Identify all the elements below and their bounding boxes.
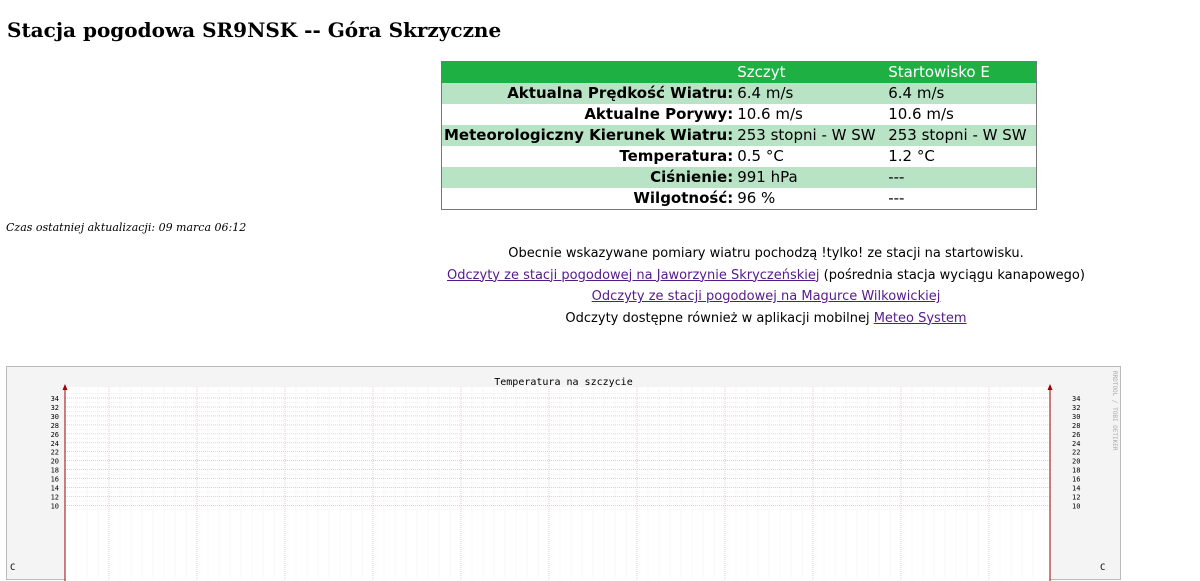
notes-line-2: [216, 265, 1200, 287]
last-update-text: Czas ostatniej aktualizacji: 09 marca 06:12: [6, 221, 247, 234]
cell-szczyt: [735, 146, 886, 167]
table-row-temperature: [442, 146, 1036, 167]
tick-label-right: 30: [1072, 412, 1081, 421]
notes-line-4: [216, 308, 1200, 330]
tick-label-left: 30: [50, 412, 59, 421]
tick-label-left: 18: [50, 466, 59, 475]
tick-label-right: 26: [1072, 430, 1081, 439]
cell-szczyt: 96 %: [737, 189, 776, 207]
notes-line-2-rest: (pośrednia stacja wyciągu kanapowego): [819, 267, 1085, 283]
tick-label-left: 14: [50, 484, 59, 493]
tick-label-right: 12: [1072, 493, 1081, 502]
tick-label-right: 14: [1072, 484, 1081, 493]
row-label: Wilgotność:: [633, 189, 734, 207]
link-jaworzyna[interactable]: Odczyty ze stacji pogodowej na Jaworzynie Skryczeńskiej: [447, 267, 820, 283]
row-label: Meteorologiczny Kierunek Wiatru:: [444, 126, 734, 144]
table-header-row: [442, 62, 1036, 83]
table-row-pressure: [442, 167, 1036, 188]
page-title: Stacja pogodowa SR9NSK -- Góra Skrzyczne: [7, 18, 502, 42]
row-label: Aktualna Prędkość Wiatru:: [442, 83, 735, 104]
unit-label-right: C: [1100, 563, 1106, 573]
tick-label-right: 28: [1072, 421, 1081, 430]
table-row-wind-speed: [442, 83, 1036, 104]
header-szczyt: Szczyt: [735, 62, 886, 83]
header-startowisko: Startowisko E: [886, 62, 1036, 83]
row-label: Ciśnienie:: [442, 167, 735, 188]
row-label: Temperatura:: [619, 147, 734, 165]
temperature-chart: [6, 366, 1121, 580]
row-label: Aktualne Porywy:: [584, 105, 734, 123]
tick-label-left: 26: [50, 430, 59, 439]
link-meteo-system[interactable]: Meteo System: [873, 310, 967, 326]
rrdtool-credit: RRDTOOL / TOBI OETIKER: [1111, 371, 1118, 451]
tick-label-left: 32: [50, 403, 59, 412]
tick-label-left: 28: [50, 421, 59, 430]
table-row-wind-direction: [442, 125, 1036, 146]
tick-label-right: 18: [1072, 466, 1081, 475]
header-empty: [442, 62, 735, 83]
link-magurka[interactable]: Odczyty ze stacji pogodowej na Magurce Wilkowickiej: [591, 289, 941, 304]
chart-canvas: [7, 367, 1122, 581]
cell-szczyt: 6.4 m/s: [735, 83, 886, 104]
table-row-humidity: [442, 188, 1036, 209]
cell-start: ---: [886, 167, 1036, 188]
tick-label-left: 10: [50, 502, 59, 511]
tick-label-right: 24: [1072, 439, 1081, 448]
tick-label-left: 22: [50, 448, 59, 457]
tick-label-left: 12: [50, 493, 59, 502]
temp-unit: °C: [916, 147, 935, 165]
cell-start: ---: [888, 189, 905, 207]
tick-label-left: 20: [50, 457, 59, 466]
temp-value: 0.5: [737, 147, 762, 165]
table-row-gusts: [442, 104, 1036, 125]
notes-line-3: [216, 286, 1200, 308]
unit-label-left: C: [10, 563, 16, 573]
tick-label-right: 32: [1072, 403, 1081, 412]
chart-title: Temperatura na szczycie: [494, 377, 633, 388]
tick-label-right: 10: [1072, 502, 1081, 511]
temp-unit: °C: [765, 147, 784, 165]
tick-label-right: 34: [1072, 395, 1081, 403]
tick-label-left: 24: [50, 439, 59, 448]
cell-start: [886, 146, 1036, 167]
notes-block: [216, 243, 1200, 329]
tick-label-right: 20: [1072, 457, 1081, 466]
cell-szczyt: 253 stopni - W SW: [735, 125, 886, 146]
weather-table: [441, 61, 1037, 210]
tick-label-right: 16: [1072, 475, 1081, 484]
tick-label-left: 16: [50, 475, 59, 484]
cell-start: 10.6 m/s: [888, 105, 954, 123]
temp-value: 1.2: [888, 147, 913, 165]
tick-label-right: 22: [1072, 448, 1081, 457]
cell-start: 6.4 m/s: [886, 83, 1036, 104]
notes-line-1: Obecnie wskazywane pomiary wiatru pochodzą !tylko! ze stacji na startowisku.: [508, 246, 1024, 261]
notes-line-4-pre: Odczyty dostępne również w aplikacji mobilnej: [565, 310, 874, 326]
tick-label-left: 34: [50, 395, 59, 403]
cell-szczyt: 10.6 m/s: [737, 105, 803, 123]
cell-start: 253 stopni - W SW: [886, 125, 1036, 146]
cell-szczyt: 991 hPa: [735, 167, 886, 188]
